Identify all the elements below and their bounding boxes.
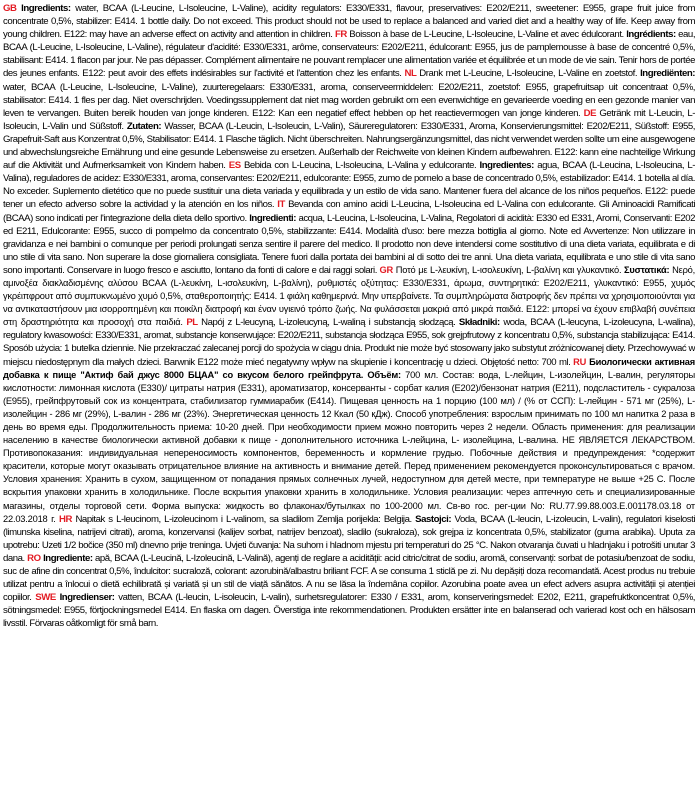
language-code: NL: [404, 68, 420, 80]
section-text: vatten, BCAA (L-leucin, L-isoleucin, L-valin), surhetsregulatorer: E330 / E331, arom, konserveringsmedel: E202, E211, grapefruktkoncentrat 0,5%, sötningsmedel: E955, förtjockningsmedel E414. En flaska om dagen. Överstiga inte rekommendationen. Produkten ersätter inte en balanserad och varierad kost och en hälsosam livsstil. Förvaras oåtkomligt för små barn.: [3, 592, 695, 630]
section-text: Boisson à base de L-Leucine, L-Isoleucine, L-Valine et avec édulcorant.: [349, 29, 627, 41]
language-code: GB: [3, 3, 22, 14]
section-heading: Ingrédients:: [626, 29, 679, 41]
section-swe: [3, 592, 695, 629]
section-text: Napój z L-leucyną, L-izoleucyną, L-waliną i substancją słodzącą.: [201, 317, 459, 329]
language-code: ES: [228, 160, 244, 172]
section-heading: Ingredienti:: [249, 212, 299, 224]
section-heading: Sastojci:: [415, 513, 455, 525]
multilingual-label-text: [3, 2, 695, 792]
language-code: FR: [334, 29, 350, 41]
section-text: Getränk mit L-Leucin, L-Isoleucin, L-Valin und Süßstoff.: [3, 107, 695, 132]
language-code: IT: [277, 199, 289, 211]
section-text: Napitak s L-leucinom, L-izoleucinom i L-valinom, sa sladilom Zemlja porijekla: Belgija.: [75, 513, 416, 525]
section-heading: Биологически активная добавка к пище "Актиф бай джус 8000 БЦАА" со вкусом белого грейпфрута. Объём:: [3, 356, 695, 380]
section-heading: Ingrediente:: [43, 552, 95, 564]
section-text: Ποτό με L-λευκίνη, L-ισολευκίνη, L-βαλίνη και γλυκαντικό.: [395, 264, 625, 275]
section-text: Bebida con L-Leucina, L-Isoleucina, L-Valina y edulcorante.: [243, 160, 480, 172]
language-code: HR: [59, 513, 76, 525]
section-heading: Ingredienser:: [59, 592, 119, 604]
section-heading: Ingredients:: [21, 3, 76, 14]
section-text: Νερό, αμινοξέα διακλαδισμένης αλύσου BCAA (L-λευκίνη, L-ισολευκίνη, L-βαλίνη), ρυθμιστές οξύτητας: E330/E331, άρωμα, συντηρητικά: E202/E211, γλυκαντικό: E955, χυμός γκρέιπφρουτ από συμπυκνωμένο χυμό 0,5%, σταθεροποιητής: E414. 1 φιάλη καθημερινά. Μην υπερβαίνετε. Τα συμπληρώματα διατροφής δεν πρέπει να χρησιμοποιούνται για να αντικαταστήσουν μια ισορροπημένη και ποικίλη διατροφή και έναν υγιεινό τρόπο ζωής. Να φυλάσσεται μακριά από μικρά παιδιά. E122: μπορεί να έχουν επιβλαβή συνέπεια στη δραστηριότητα και προσοχή στα παιδιά.: [3, 264, 695, 328]
section-heading: Składniki:: [458, 317, 504, 329]
section-heading: Ingrediënten:: [640, 68, 695, 80]
section-text: Voda, BCAA (L-leucin, L-izoleucin, L-valin), regulatori kiselosti (limunska kiselina, natrijevi citrati), aroma, konzervansi (kalijev sorbat, natrijev benzoat), sladilo (sukraloza), sok grejpa iz koncentrata 0,5%, stabilizator (guma arabika). Uputa za upotrebu: Uzeti 1/2 bočice (350 ml) dnevno prije treninga. Uvjeti čuvanja: Na suhom i hladnom mjestu pri temperaturi do 25 °C. Nakon otvaranja čuvati u hladnjaku i potrošiti unutar 3 dana.: [3, 513, 695, 564]
section-ru: [3, 357, 695, 524]
section-text: Drank met L-Leucine, L-Isoleucine, L-Valine en zoetstof.: [419, 68, 641, 80]
section-text: apă, BCAA (L-Leucină, L-Izoleucină, L-Valină), agenți de reglare a acidității: acid citric/citrat de sodiu, aromă, conservanți: sorbat de potasiu/benzoat de sodiu, suc de afine din concentrat 0,5%, îndulcitor: sucraloză, colorant: azorubină/albastru briliant FCF. A se consuma 1 sticlă pe zi. Nu depășiți doza recomandată. Acest produs nu trebuie utilizat pentru a înlocui o dietă echilibrată și variată și un stil de viață sănătos. A nu se lăsa la îndemâna copiilor. Azorubina poate avea un efect advers asupra activității și atenției copiilor.: [3, 552, 695, 604]
language-code: SWE: [35, 592, 60, 604]
section-text: woda, BCAA (L-leucyna, L-izoleucyna, L-walina), regulatory kwasowości: E330/E331, aromat, substancje konserwujące: E202/E211, substancja słodząca E955, sok grejpfrutowy z koncentratu 0,5%, substancja stabilizująca: E414. Sposób użycia: 1 butelka dziennie. Nie przekraczać zalecanej porcji do spożycia w ciągu dnia. Produkt nie może być stosowany jako substytut zróżnicowanej diety. Przechowywać w miejscu niedostępnym dla małych dzieci. Barwnik E122 może mieć negatywny wpływ na skupienie i koncentrację u dzieci. Objętość netto: 700 ml.: [3, 317, 695, 368]
language-code: RU: [573, 356, 590, 367]
section-text: eau, BCAA (L-Leucine, L-Isoleucine, L-Valine), régulateur d'acidité: E330/E331, arôme, conservateurs: E202/E211, édulcorant: E955, jus de pamplemousse à base de concentré 0,5%, stabilisant: E414. 1 flacon par jour. Ne pas dépasser. Complément alimentaire ne pouvant remplacer une alimentation variée et équilibrée et un mode de vie sain. Tenir hors de portée des jeunes enfants. E122: peut avoir des effets indésirables sur l'activité et l'attention chez les enfants.: [3, 29, 695, 80]
section-text: water, BCAA (L-Leucine, L-Isoleucine, L-Valine), acidity regulators: E330/E331, flavour, preservatives: E202/E211, sweetener: E955, grape fruit juice from concentrate 0,5%, stabilizer: E414. 1 bottle daily. Do not exceed. This product should not be used to replace a balanced and varied diet and a healthy way of life. Keep away from young children. E122: may have an adverse effect on activity and attention in children.: [3, 3, 695, 41]
section-text: acqua, L-Leucina, L-Isoleucina, L-Valina, Regolatori di acidità: E330 ed E331, Aromi, Conservanti: E202 ed E211, Edulcorante: E955, succo di pompelmo da concentrato 0,5%, stabilizzante: E414. Modalità d'uso: bere mezza bottiglia al giorno. Note ed Avvertenze: Non utilizzare in gravidanza e nei bambini o comunque per periodi prolungati senza sentire il parere del medico. Il prodotto non deve intendersi come sostitutivo di una dieta variata, equilibrata e di uno stile di vita sano. Non superare la dose giornaliera consigliata. Tenere fuori dalla portata dei bambini al di sotto dei tre anni. Una dieta variata, equilibrata e uno stile di vita sano sono importanti. Conservare in luogo fresco e asciutto, lontano da fonti di calore e dai raggi solari.: [3, 212, 695, 276]
section-text: 700 мл. Состав: вода, L-лейцин, L-изолейцин, L-валин, регуляторы кислотности: лимонная кислота (Е330)/ цитраты натрия (Е331), ароматизатор, консерванты - сорбат калия (Е202)/бензонат натрия (Е211), подсластитель - сукралоза (Е955), грейпфрутовый сок из концентрата, стабилизатор гуммиарабик (Е414). Пищевая ценность на 1 порцию (100 мл) / (% от ССП): L-лейцин - 571 мг (25%), L-изолейцин - 286 мг (29%), L-валин - 286 мг (23%). Энергетическая ценность 12 Ккал (50 кДж). Способ употребления: взрослым принимать по 100 мл напитка 2 раза в день во время еды. Продолжительность приема: 10-20 дней. При необходимости прием можно повторить через 2 недели. Область применения: для реализации населению в качестве биологически активной добавки к пище - дополнительного источника L-лейцина, L- изолейцина, L-валина. НЕ ЯВЛЯЕТСЯ ЛЕКАРСТВОМ. Противопоказания: индивидуальная непереносимость компонентов, беременность и кормление грудью. Побочные действия и предупреждения: *содержит красители, которые могут оказывать отрицательное влияние на активность и внимание детей. Перед применением рекомендуется проконсультироваться с врачом. Условия хранения: Хранить в сухом, защищенном от попадания прямых солнечных лучей, недоступном для детей месте, при температуре не выше +25 С. После вскрытия упаковки хранить в холодильнике. После вскрытия упаковки хранить в холодильнике. Условия реализации: через аптечную сеть и специализированные магазины, отделы торговой сети. Форма выпуска: жидкость во флаконах/бутылках по 100-2000 мл. Св-во гос. рег-ции No: RU.77.99.88.003.E.001178.03.18 от 22.03.2018 г.: [3, 369, 695, 524]
language-code: PL: [186, 317, 202, 329]
section-heading: Ingredientes:: [479, 160, 538, 172]
section-text: Bevanda con amino acidi L-Leucina, L-Isoleucina ed L-Valina con edulcorante. Gli Aminoacidi Ramificati (BCAA) sono indicati per l'integrazione della dieta dello sportivo.: [3, 199, 695, 224]
language-code: GR: [379, 264, 396, 275]
section-heading: Συστατικά:: [624, 264, 673, 275]
section-heading: Zutaten:: [126, 120, 165, 132]
section-text: agua, BCAA (L-Leucina, L-Isoleucina, L-Valina), reguladores de acidez: E330/E331, aroma, conservantes: E202/E211, edulcorante: E955, zumo de pomelo a base de concentrado 0,5%, estabilizador: E414. 1 botella al día. No exceder. Suplemento dietético que no puede sustituir una dieta variada y equilibrada y un estilo de vida sano. Mantener fuera del alcance de los niños pequeños. E122: puede tener un efecto adverso sobre la actividad y la atención en los niños.: [3, 160, 695, 211]
language-code: DE: [583, 107, 600, 119]
section-text: water, BCAA (L-Leucine, L-Isoleucine, L-Valine), zuurteregelaars: E330/E331, aroma, conserveermiddelen: E202/E211, zoetstof: E955, grapefruitsap uit concentraat 0,5%, stabilisator: E414. 1 fles per dag. Niet overschrijden. Voedingssupplement dat niet mag worden gebruikt om een evenwichtige en gevarieerde voeding en een gezonde manier van leven te vervangen. Buiten bereik houden van jonge kinderen. E122: Kan een negatief effect hebben op het reactievermogen van jonge kinderen.: [3, 81, 695, 119]
section-text: Wasser, BCAA (L-Leucin, L-Isoleucin, L-Valin), Säureregulatoren: E330/E331, Aroma, Konservierungsmittel: E202/E211, Süßstoff: E955, Grapefruit-Saft aus Konzentrat 0,5%, Stabilisator: E414. 1 Flasche täglich. Nicht überschreiten. Nahrungsergänzungsmittel, das nicht verwendet werden sollte um eine ausgewogene und abwechslungsreiche Ernährung und eine gesunde Lebensweise zu ersetzen. Außerhalb der Reichweite von kleinen Kindern aufbewahren. E122: kann eine nachteilige Wirkung auf die Aktivität und Aufmerksamkeit von Kindern haben.: [3, 120, 695, 172]
language-code: RO: [27, 552, 44, 564]
